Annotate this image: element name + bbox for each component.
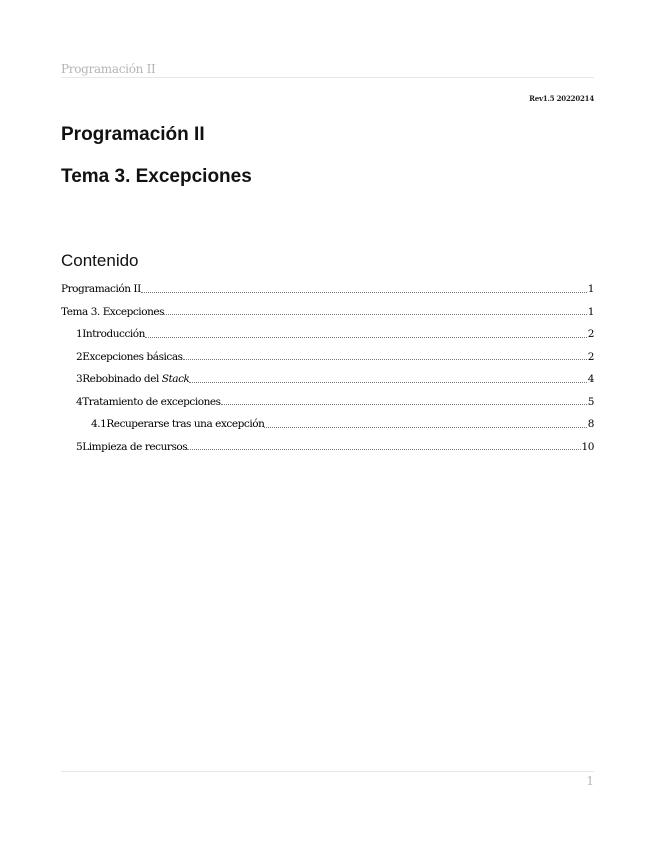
- toc-leader-dots: [264, 417, 586, 428]
- page-header: [61, 61, 594, 78]
- page-number: 1: [586, 774, 594, 788]
- document-title: Programación II: [61, 124, 205, 145]
- toc-entry-page: 8: [587, 418, 594, 431]
- toc-entry-label: 4.1Recuperarse tras una excepción: [91, 418, 265, 431]
- toc-entry-label-italic: Stack: [161, 373, 190, 386]
- toc-entry-page: 5: [587, 395, 594, 408]
- toc-entry-label: 4Tratamiento de excepciones: [76, 395, 221, 408]
- toc-entry[interactable]: [61, 368, 594, 391]
- toc-entry-label: Tema 3. Excepciones: [61, 305, 165, 318]
- toc-entry-page: 2: [587, 328, 594, 341]
- toc-heading: Contenido: [61, 251, 139, 270]
- document-subtitle: Tema 3. Excepciones: [61, 166, 252, 187]
- toc-entry-page: 10: [581, 440, 594, 453]
- toc-entry-label: 2Excepciones básicas: [76, 350, 183, 363]
- page-footer: [61, 771, 594, 790]
- table-of-contents: [61, 278, 594, 458]
- revision-label: Rev1.5 20220214: [529, 94, 594, 103]
- toc-entry[interactable]: [61, 436, 594, 459]
- toc-leader-dots: [164, 304, 587, 315]
- toc-entry-label: 5Limpieza de recursos: [76, 440, 188, 453]
- toc-entry[interactable]: [61, 391, 594, 414]
- toc-leader-dots: [183, 349, 587, 360]
- toc-entry[interactable]: [61, 413, 594, 436]
- toc-leader-dots: [141, 282, 587, 293]
- toc-entry[interactable]: [61, 278, 594, 301]
- toc-entry-label-text: 3Rebobinado del: [76, 373, 162, 386]
- toc-entry[interactable]: [61, 346, 594, 369]
- toc-entry-label: 1Introducción: [76, 328, 145, 341]
- toc-entry[interactable]: [61, 301, 594, 324]
- toc-leader-dots: [145, 327, 587, 338]
- toc-entry-page: 4: [587, 373, 594, 386]
- toc-entry[interactable]: [61, 323, 594, 346]
- toc-entry-page: 1: [587, 283, 594, 296]
- toc-entry-label: Programación II: [61, 283, 141, 296]
- toc-leader-dots: [187, 439, 580, 450]
- toc-entry-label: [76, 373, 189, 385]
- toc-entry-page: 1: [587, 305, 594, 318]
- header-text: Programación II: [61, 62, 156, 76]
- toc-entry-page: 2: [587, 350, 594, 363]
- toc-leader-dots: [189, 372, 586, 383]
- toc-leader-dots: [221, 394, 587, 405]
